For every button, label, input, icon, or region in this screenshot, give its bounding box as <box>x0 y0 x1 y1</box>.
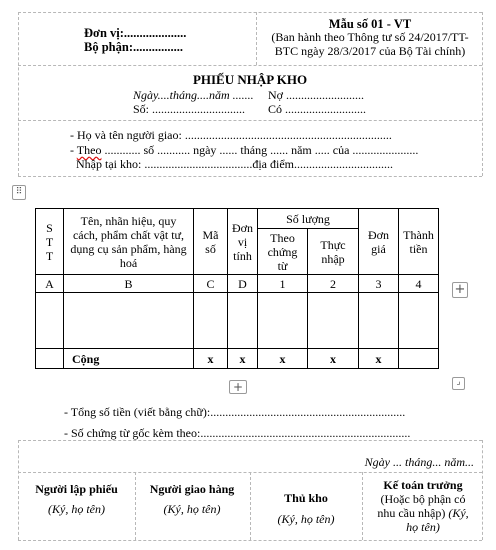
header-stt-text: S T T <box>45 220 54 263</box>
unit-label: Đơn vị:.................... <box>84 26 187 40</box>
goods-table <box>35 208 439 369</box>
according-line <box>70 143 418 158</box>
signer-note-deliverer: (Ký, họ tên) <box>163 502 221 516</box>
table-move-handle[interactable]: ⠿ <box>12 185 26 200</box>
header-qty-doc: Theo chứng từ <box>258 229 308 275</box>
form-number: Mẫu số 01 - VT <box>328 17 412 31</box>
table-cell[interactable] <box>308 293 359 349</box>
total-row <box>36 349 439 369</box>
guide-line <box>18 120 482 121</box>
department-label: Bộ phận:................ <box>84 40 183 54</box>
header-price: Đơn giá <box>359 209 399 275</box>
table-cell[interactable] <box>64 293 194 349</box>
signer-title-preparer: Người lập phiếu <box>35 482 118 496</box>
table-resize-handle[interactable]: ⌟ <box>452 377 465 390</box>
table-row <box>36 293 439 349</box>
guide-line <box>482 440 483 540</box>
attached-docs-line: - Số chứng từ gốc kèm theo:...................................................................... <box>64 426 411 440</box>
guide-line <box>250 472 251 540</box>
table-cell[interactable] <box>228 293 258 349</box>
table-cell[interactable] <box>399 349 439 369</box>
guide-line <box>18 12 482 13</box>
index-cell: A <box>36 275 64 293</box>
header-quantity: Số lượng <box>258 209 359 229</box>
index-row <box>36 275 439 293</box>
signer-note-line-2 <box>364 506 482 521</box>
table-cell[interactable] <box>258 293 308 349</box>
guide-line <box>362 472 363 540</box>
signer-title-storekeeper: Thủ kho <box>284 491 328 505</box>
according-prefix: - <box>70 143 77 157</box>
signer-title-chief-accountant: Kế toán trưởng <box>383 478 463 492</box>
amount-in-words-line: - Tổng số tiền (viết bằng chữ):................................................................. <box>64 405 406 419</box>
total-mark: x <box>228 349 258 369</box>
header-code: Mã số <box>194 209 228 275</box>
header-unit: Đơn vị tính <box>228 209 258 275</box>
warehouse-line: Nhập tại kho: ....................................địa điểm................................. <box>70 157 393 171</box>
total-mark: x <box>308 349 359 369</box>
header-qty-actual: Thực nhập <box>308 229 359 275</box>
table-cell[interactable] <box>194 293 228 349</box>
guide-line <box>18 440 19 540</box>
signature-date: Ngày ... tháng... năm... <box>364 455 474 469</box>
add-row-button[interactable]: + <box>229 380 247 394</box>
guide-line <box>18 65 482 66</box>
header-name: Tên, nhãn hiệu, quy cách, phẩm chất vật tư, dụng cụ sản phẩm, hàng hoá <box>64 209 194 275</box>
table-cell[interactable] <box>36 293 64 349</box>
credit-line: Có ........................... <box>268 102 367 116</box>
index-cell: 4 <box>399 275 439 293</box>
index-cell: 1 <box>258 275 308 293</box>
signer-note-line-2a: nhu cầu nhập) <box>377 506 446 520</box>
guide-line <box>256 12 257 65</box>
index-cell: 2 <box>308 275 359 293</box>
signer-note-preparer: (Ký, họ tên) <box>48 502 105 516</box>
signer-note-storekeeper: (Ký, họ tên) <box>277 512 335 526</box>
signer-note-line-1: (Hoặc bộ phận có <box>380 492 466 506</box>
signer-note-line-3: họ tên) <box>406 520 440 534</box>
guide-line <box>482 12 483 176</box>
add-column-button[interactable]: + <box>452 282 468 298</box>
signer-note-line-2b: (Ký, <box>448 506 469 520</box>
issued-line-1: (Ban hành theo Thông tư số 24/2017/TT- <box>271 30 469 44</box>
index-cell: 3 <box>359 275 399 293</box>
date-line: Ngày....tháng....năm ....... <box>133 88 254 102</box>
number-line: Số: ............................... <box>133 102 246 116</box>
total-mark: x <box>258 349 308 369</box>
according-rest: ............ số ........... ngày ...... tháng ...... năm ..... của ...................... <box>101 143 419 157</box>
guide-line <box>18 176 482 177</box>
signer-title-deliverer: Người giao hàng <box>149 482 235 496</box>
table-cell[interactable] <box>399 293 439 349</box>
guide-line <box>18 540 482 541</box>
index-cell: D <box>228 275 258 293</box>
header-amount: Thành tiền <box>399 209 439 275</box>
table-cell[interactable] <box>359 293 399 349</box>
issued-line-2: BTC ngày 28/3/2017 của Bộ Tài chính) <box>274 44 466 58</box>
guide-line <box>18 12 19 176</box>
total-mark: x <box>194 349 228 369</box>
according-word: Theo <box>76 143 102 157</box>
index-cell: B <box>64 275 194 293</box>
debit-line: Nợ .......................... <box>268 88 365 102</box>
page-title: PHIẾU NHẬP KHO <box>192 72 308 87</box>
deliverer-line: - Họ và tên người giao: ..................................................................... <box>70 128 392 142</box>
index-cell: C <box>194 275 228 293</box>
total-mark: x <box>359 349 399 369</box>
total-label: Cộng <box>64 349 194 369</box>
table-cell[interactable] <box>36 349 64 369</box>
header-stt <box>36 209 64 275</box>
